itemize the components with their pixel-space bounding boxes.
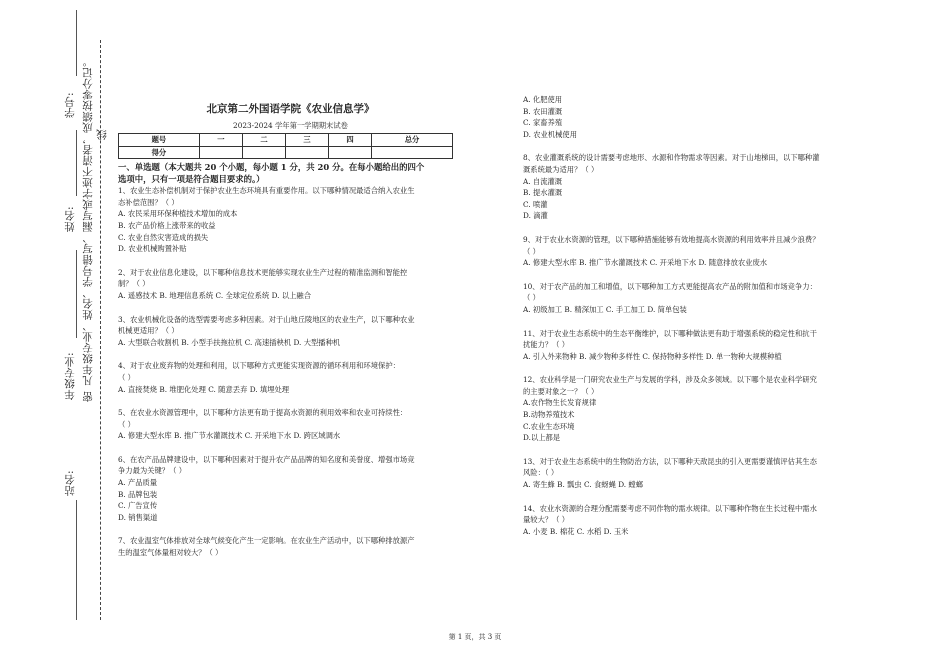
option: A. 小麦 B. 棉花 C. 水稻 D. 玉米 <box>523 526 629 536</box>
option: B. 农田灌溉 <box>523 106 563 116</box>
grade-major-underline <box>76 250 77 338</box>
question-text: 1、农业生态补偿机制对于保护农业生态环境具有重要作用。以下哪种情况最适合纳入农业生 <box>118 186 415 196</box>
score-cell: 一 <box>199 134 242 147</box>
question-text: 态补偿范围？（ ） <box>118 197 179 207</box>
question-14 <box>523 503 868 538</box>
name-label: 姓名: <box>64 205 76 232</box>
question-text: 14、农业水资源的合理分配需要考虑不同作物的需水规律。以下哪种作物在生长过程中需水 <box>523 503 817 513</box>
question-text: 9、对于农业水资源的管理，以下哪种措施能够有效地提高水资源的利用效率并且减少浪费？ <box>523 234 820 244</box>
question-text: 争力最为关键？（ ） <box>118 466 186 476</box>
question-3 <box>118 314 463 349</box>
option: A. 遥感技术 B. 地理信息系统 C. 全球定位系统 D. 以上融合 <box>118 290 311 300</box>
question-text: 10、对于农产品的加工和增值，以下哪种加工方式更能提高农产品的附加值和市场竞争力： <box>523 281 817 291</box>
option: A. 农民采用环保种植技术增加的成本 <box>118 209 238 219</box>
question-8 <box>523 152 868 222</box>
option: C. 家畜养殖 <box>523 118 563 128</box>
question-5 <box>118 407 463 442</box>
option: A. 自流灌溉 <box>523 176 563 186</box>
score-cell: 得分 <box>119 146 200 159</box>
option: A. 引入外来物种 B. 减少物种多样性 C. 保持物种多样性 D. 单一物种大规模种植 <box>523 351 782 361</box>
score-table <box>118 133 453 159</box>
score-cell <box>285 146 328 159</box>
question-13 <box>523 456 868 491</box>
question-text: 生的温室气体量相对较大？（ ） <box>118 548 223 558</box>
question-9 <box>523 234 868 269</box>
score-cell: 三 <box>285 134 328 147</box>
question-6 <box>118 454 463 524</box>
question-2 <box>118 267 463 302</box>
score-cell: 总分 <box>372 134 453 147</box>
option: D. 农业机械使用 <box>523 129 578 139</box>
question-7 <box>118 535 463 558</box>
question-text: 机械更适用？（ ） <box>118 326 179 336</box>
option: D. 销售渠道 <box>118 512 158 522</box>
binding-seal-mark: 密 <box>82 391 94 402</box>
question-text: 4、对于农业废弃物的处理和利用，以下哪种方式更能实现资源的循环利用和环境保护： <box>118 361 400 371</box>
page-footer: 第 1 页，共 3 页 <box>448 633 502 641</box>
option: A. 修建大型水库 B. 推广节水灌溉技术 C. 开采地下水 D. 随意排放农业废水 <box>523 258 768 268</box>
question-text: 2、对于农业信息化建设，以下哪种信息技术更能够实现农业生产过程的精准监测和智能控 <box>118 267 408 277</box>
left-column <box>118 96 463 559</box>
option: B. 提水灌溉 <box>523 188 563 198</box>
score-cell <box>329 146 372 159</box>
option: B. 品牌包装 <box>118 489 158 499</box>
name-underline <box>76 130 77 196</box>
station-underline <box>76 500 77 620</box>
option: A. 初级加工 B. 精深加工 C. 手工加工 D. 简单包装 <box>523 304 687 314</box>
option: A. 修建大型水库 B. 推广节水灌溉技术 C. 开采地下水 D. 跨区域调水 <box>118 431 341 441</box>
exam-subtitle: 2023-2024 学年第一学期期末试卷 <box>233 121 348 130</box>
question-text: 风险：（ ） <box>523 468 559 478</box>
score-table-score-row <box>119 146 453 159</box>
question-text: 量较大？（ ） <box>523 515 570 525</box>
question-text: （ ） <box>118 372 135 382</box>
question-text: 13、对于农业生态系统中的生物防治方法，以下哪种天敌昆虫的引入更需要谨慎评估其生态 <box>523 456 817 466</box>
student-id-underline <box>76 10 77 76</box>
question-text: 制？（ ） <box>118 279 150 289</box>
option: C.农业生态环境 <box>523 421 575 431</box>
question-text: 7、农业温室气体排放对全球气候变化产生一定影响。在农业生产活动中，以下哪种排放源产 <box>118 536 415 546</box>
student-id-label: 学号: <box>64 91 76 118</box>
question-text: 3、农业机械化设备的选型需要考虑多种因素。对于山地丘陵地区的农业生产，以下哪种农业 <box>118 314 415 324</box>
exam-title: 北京第二外国语学院《农业信息学》 <box>206 103 375 115</box>
question-4 <box>118 360 463 395</box>
binding-warning: 凡年级专业、姓名、学号错写、漏写或字迹不清者，成绩按零分记。 <box>82 56 94 386</box>
right-column <box>523 94 868 537</box>
binding-margin <box>0 0 110 672</box>
option: A. 化肥使用 <box>523 95 563 104</box>
option: D. 滴灌 <box>523 211 548 221</box>
score-cell: 四 <box>329 134 372 147</box>
option: A.农作物生长发育规律 <box>523 398 597 408</box>
option: C. 喷灌 <box>523 199 548 209</box>
option: D.以上都是 <box>523 433 561 443</box>
question-11 <box>523 328 868 363</box>
section-heading-line: 一、单选题（本大题共 20 个小题，每小题 1 分，共 20 分。在每小题给出的四个 <box>118 162 425 173</box>
option: C. 广告宣传 <box>118 501 158 511</box>
question-text: 溉系统最为适用？（ ） <box>523 164 599 174</box>
binding-line-mark: 线 <box>96 129 108 140</box>
station-label: 站名: <box>64 469 76 496</box>
question-text: 6、在农产品品牌建设中，以下哪种因素对于提升农产品品牌的知名度和美誉度、增强市场竞 <box>118 454 415 464</box>
option: B.动物养殖技术 <box>523 410 575 420</box>
option: A. 产品质量 <box>118 478 158 488</box>
question-text: 扰能力？（ ） <box>523 340 570 350</box>
option: C. 农业自然灾害造成的损失 <box>118 232 209 242</box>
score-table-header-row <box>119 134 453 147</box>
score-cell: 二 <box>242 134 285 147</box>
question-1 <box>118 185 463 255</box>
grade-major-label: 年级专业: <box>64 351 76 400</box>
binding-dashed-line <box>100 40 101 620</box>
score-cell <box>199 146 242 159</box>
section-heading-line: 选项中，只有一项是符合题目要求的。） <box>118 174 265 185</box>
question-text: 的主要对象之一？（ ） <box>523 386 599 396</box>
score-cell <box>372 146 453 159</box>
option: A. 直接焚烧 B. 堆肥化处理 C. 随意丢弃 D. 填埋处理 <box>118 384 290 394</box>
score-cell: 题号 <box>119 134 200 147</box>
option: B. 农产品价格上涨带来的收益 <box>118 220 216 230</box>
question-7-options <box>523 94 868 140</box>
question-text: 5、在农业水资源管理中，以下哪种方法更有助于提高水资源的利用效率和农业可持续性： <box>118 408 408 418</box>
question-text: 8、农业灌溉系统的设计需要考虑地形、水源和作物需求等因素。对于山地梯田，以下哪种灌 <box>523 153 820 163</box>
question-text: （ ） <box>523 246 540 256</box>
option: D. 农业机械购置补贴 <box>118 244 187 254</box>
option: A. 大型联合收割机 B. 小型手扶拖拉机 C. 高速插秧机 D. 大型播种机 <box>118 337 341 347</box>
question-text: （ ） <box>523 293 540 303</box>
question-12 <box>523 374 868 444</box>
section-heading <box>118 161 463 185</box>
score-cell <box>242 146 285 159</box>
option: A. 寄生蜂 B. 瓢虫 C. 食蚜蝇 D. 螳螂 <box>523 480 644 490</box>
question-text: 11、对于农业生态系统中的生态平衡维护，以下哪种做法更有助于增强系统的稳定性和抗干 <box>523 328 817 338</box>
question-10 <box>523 281 868 316</box>
question-text: （ ） <box>118 419 135 429</box>
question-text: 12、农业科学是一门研究农业生产与发展的学科，涉及众多领域。以下哪个是农业科学研究 <box>523 375 817 385</box>
